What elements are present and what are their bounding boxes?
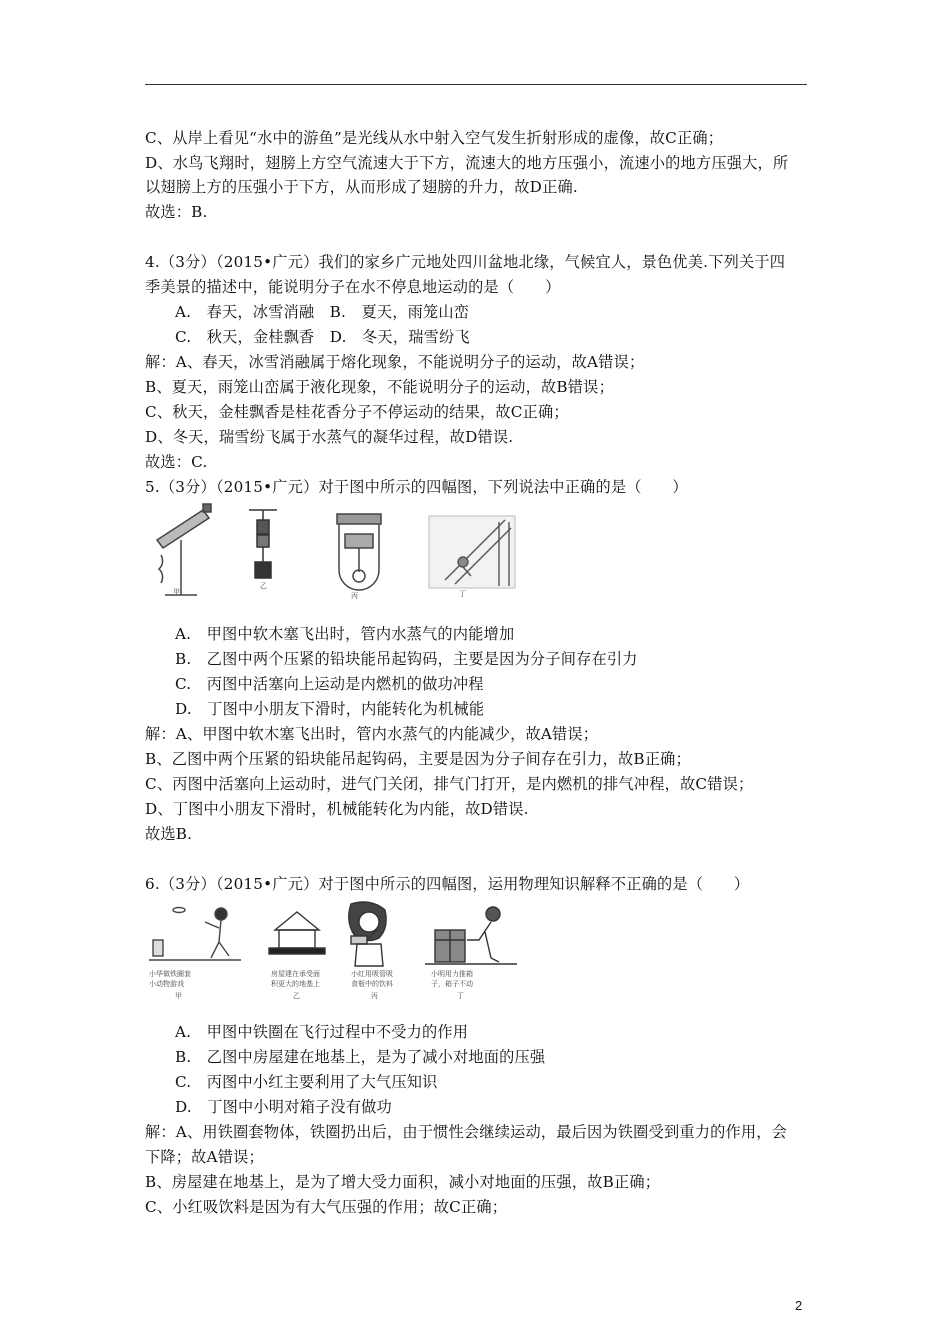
text-line: C、丙图中活塞向上运动时，进气门关闭，排气门打开，是内燃机的排气冲程，故C错误； xyxy=(145,775,754,793)
text-line: 故选：B. xyxy=(145,203,208,221)
option-c: C. 丙图中活塞向上运动是内燃机的做功冲程 xyxy=(175,675,484,693)
text-line: 季美景的描述中，能说明分子在水不停息地运动的是（ ） xyxy=(145,278,561,296)
text-line: C、从岸上看见“水中的游鱼”是光线从水中射入空气发生折射形成的虚像，故C正确； xyxy=(145,129,724,147)
option-a: A. 甲图中铁圈在飞行过程中不受力的作用 xyxy=(175,1023,469,1041)
page-number: 2 xyxy=(795,1298,803,1313)
text-line: 故选B. xyxy=(145,825,193,843)
text-line: 以翅膀上方的压强小于下方，从而形成了翅膀的升力，故D正确. xyxy=(145,178,578,196)
question-4-stem: 4.（3分）（2015•广元）我们的家乡广元地处四川盆地北缘，气候宜人，景色优美.下列关于四 xyxy=(145,253,786,271)
text-line: D、冬天，瑞雪纷飞属于水蒸气的凝华过程，故D错误. xyxy=(145,428,514,446)
option-row: C. 秋天，金桂飘香 D. 冬天，瑞雪纷飞 xyxy=(175,328,470,346)
caption-jia-line2: 小动物游戏 xyxy=(149,980,184,988)
figure-jia-test-tube xyxy=(157,504,211,595)
option-b: B. 乙图中两个压紧的铅块能吊起钩码，主要是因为分子间存在引力 xyxy=(175,650,638,668)
figure-bing-girl-straw xyxy=(349,902,386,966)
figure-yi-house xyxy=(269,912,325,954)
figure-yi-lead-blocks xyxy=(249,510,277,578)
figure-label-ding: 丁 xyxy=(459,590,466,598)
figure-label-yi: 乙 xyxy=(260,582,267,590)
option-c: C. 丙图中小红主要利用了大气压知识 xyxy=(175,1073,438,1091)
text-line: 下降；故A错误； xyxy=(145,1148,264,1166)
question-5-stem: 5.（3分）（2015•广元）对于图中所示的四幅图，下列说法中正确的是（ ） xyxy=(145,478,688,496)
question-6-stem: 6.（3分）（2015•广元）对于图中所示的四幅图，运用物理知识解释不正确的是（ ） xyxy=(145,875,750,893)
figure-bing-engine xyxy=(337,514,381,590)
text-line: B、乙图中两个压紧的铅块能吊起钩码，主要是因为分子间存在引力，故B正确； xyxy=(145,750,691,768)
text-line: B、夏天，雨笼山峦属于液化现象，不能说明分子的运动，故B错误； xyxy=(145,378,614,396)
question-5-figure xyxy=(145,500,525,600)
option-d: D. 丁图中小朋友下滑时，内能转化为机械能 xyxy=(175,700,485,718)
text-line: 解：A、春天，冰雪消融属于熔化现象，不能说明分子的运动，故A错误； xyxy=(145,353,645,371)
text-line: 解：A、用铁圈套物体，铁圈扔出后，由于惯性会继续运动，最后因为铁圈受到重力的作用，会 xyxy=(145,1123,788,1141)
text-line: C、小红吸饮料是因为有大气压强的作用；故C正确； xyxy=(145,1198,508,1216)
question-6-figure xyxy=(145,896,535,1016)
caption-ding-line2: 子，箱子不动 xyxy=(431,980,473,988)
figure-label-ding: 丁 xyxy=(457,992,464,1000)
caption-bing-line2: 食瓶中的饮料 xyxy=(351,980,393,988)
figure-label-jia: 甲 xyxy=(175,992,182,1000)
text-line: 解：A、甲图中软木塞飞出时，管内水蒸气的内能减少，故A错误； xyxy=(145,725,599,743)
caption-ding-line1: 小明用力推箱 xyxy=(431,970,473,978)
caption-yi-line2: 积更大的地基上 xyxy=(271,980,320,988)
caption-yi-line1: 房屋建在承受面 xyxy=(271,970,320,978)
figure-label-bing: 丙 xyxy=(351,592,358,600)
text-line: B、房屋建在地基上，是为了增大受力面积，减小对地面的压强，故B正确； xyxy=(145,1173,661,1191)
caption-jia-line1: 小华做铁圈套 xyxy=(149,970,191,978)
text-line: 故选：C. xyxy=(145,453,208,471)
figure-ding-push-box xyxy=(425,907,517,964)
figure-ding-slide xyxy=(429,516,515,588)
header-rule xyxy=(145,84,807,85)
caption-bing-line1: 小红用吸管吸 xyxy=(351,970,393,978)
text-line: D、水鸟飞翔时，翅膀上方空气流速大于下方，流速大的地方压强小，流速小的地方压强大，所 xyxy=(145,154,789,172)
text-line: D、丁图中小朋友下滑时，机械能转化为内能，故D错误. xyxy=(145,800,529,818)
figure-jia-ring-toss xyxy=(149,908,241,961)
option-d: D. 丁图中小明对箱子没有做功 xyxy=(175,1098,392,1116)
figure-label-bing: 丙 xyxy=(371,992,378,1000)
figure-label-jia: 甲 xyxy=(173,588,180,596)
option-row: A. 春天，冰雪消融 B. 夏天，雨笼山峦 xyxy=(175,303,470,321)
text-line: C、秋天，金桂飘香是桂花香分子不停运动的结果，故C正确； xyxy=(145,403,569,421)
option-a: A. 甲图中软木塞飞出时，管内水蒸气的内能增加 xyxy=(175,625,515,643)
figure-label-yi: 乙 xyxy=(293,992,300,1000)
option-b: B. 乙图中房屋建在地基上，是为了减小对地面的压强 xyxy=(175,1048,546,1066)
